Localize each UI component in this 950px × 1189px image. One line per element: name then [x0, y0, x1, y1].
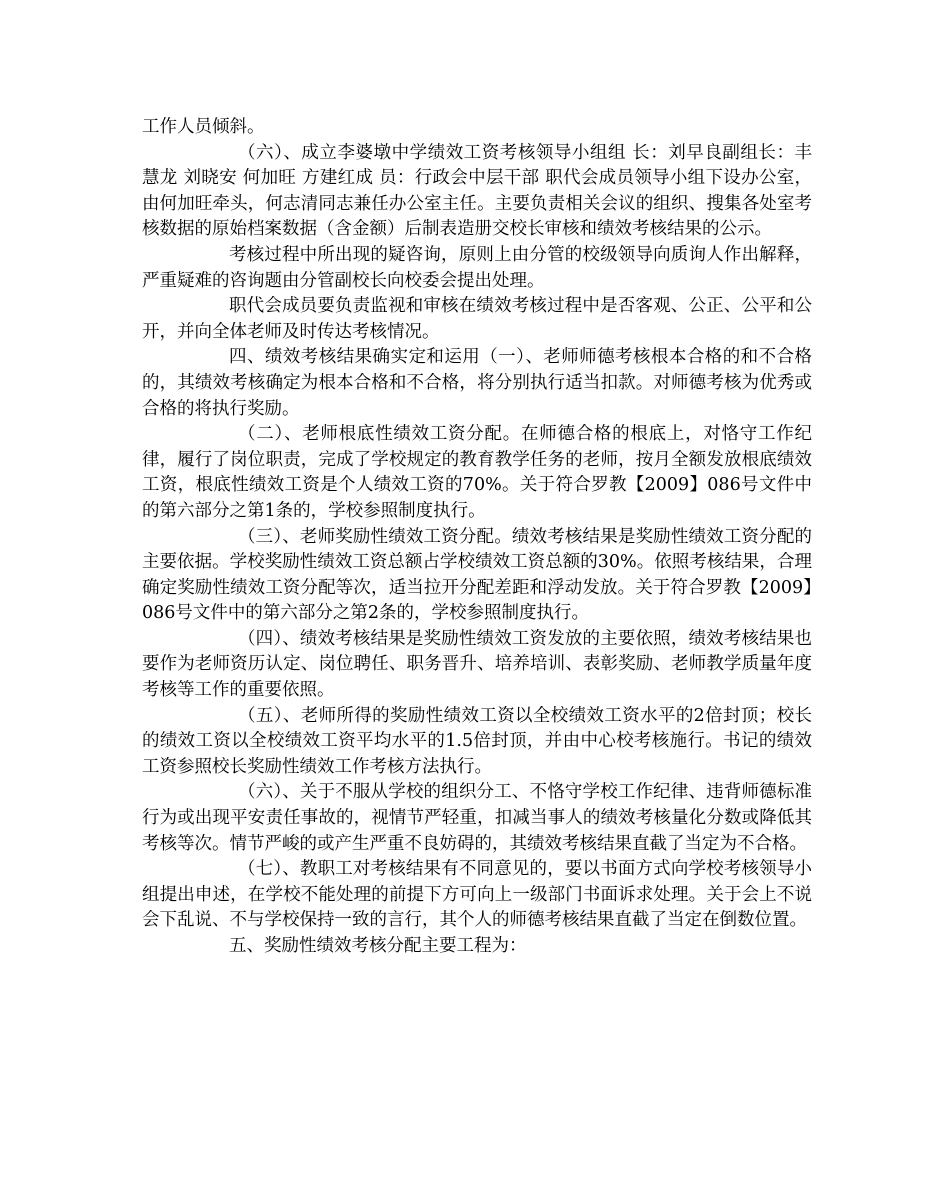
- paragraph-4: 职代会成员要负责监视和审核在绩效考核过程中是否客观、公正、公平和公开，并向全体老师及时传达考核情况。: [142, 296, 812, 342]
- paragraph-11: （七）、教职工对考核结果有不同意见的，要以书面方式向学校考核领导小组提出申述，在学校不能处理的前提下方可向上一级部门书面诉求处理。关于会上不说会下乱说、不与学校保持一致的言行，其个人的师德考核结果直截了当定在倒数位置。: [142, 859, 812, 931]
- paragraph-12: 五、奖励性绩效考核分配主要工程为：: [229, 936, 527, 956]
- paragraph-1: 工作人员倾斜。: [142, 117, 265, 137]
- paragraph-3: 考核过程中所出现的疑咨询，原则上由分管的校级领导向质询人作出解释，严重疑难的咨询题由分管副校长向校委会提出处理。: [142, 244, 812, 291]
- paragraph-2: （六）、成立李婆墩中学绩效工资考核领导小组组 长：刘早良副组长：丰慧龙 刘晓安 何加旺 方建红成 员：行政会中层干部 职代会成员领导小组下设办公室，由何加旺牵头，何志清同志兼任办公室主任。主要负责相关会议的组织、搜集各处室考核数据的原始档案数据（含金额）后制表造册交校长审核和绩效考核结果的公示。: [142, 142, 812, 240]
- paragraph-5: 四、绩效考核结果确实定和运用（一）、老师师德考核根本合格的和不合格的，其绩效考核确定为根本合格和不合格，将分别执行适当扣款。对师德考核为优秀或合格的将执行奖励。: [142, 347, 812, 419]
- document-body: [142, 115, 812, 960]
- paragraph-9: （五）、老师所得的奖励性绩效工资以全校绩效工资水平的2倍封顶；校长的绩效工资以全校绩效工资平均水平的1.5倍封顶，并由中心校考核施行。书记的绩效工资参照校长奖励性绩效工作考核方法执行。: [142, 705, 812, 777]
- paragraph-7: （三）、老师奖励性绩效工资分配。绩效考核结果是奖励性绩效工资分配的主要依据。学校奖励性绩效工资总额占学校绩效工资总额的30%。依照考核结果，合理确定奖励性绩效工资分配等次，适当拉开分配差距和浮动发放。关于符合罗教【2009】086号文件中的第六部分之第2条的，学校参照制度执行。: [142, 526, 812, 624]
- paragraph-8: （四）、绩效考核结果是奖励性绩效工资发放的主要依照，绩效考核结果也要作为老师资历认定、岗位聘任、职务晋升、培养培训、表彰奖励、老师教学质量年度考核等工作的重要依照。: [142, 628, 812, 701]
- paragraph-6: （二）、老师根底性绩效工资分配。在师德合格的根底上，对恪守工作纪律，履行了岗位职责，完成了学校规定的教育教学任务的老师，按月全额发放根底绩效工资，根底性绩效工资是个人绩效工资的70%。关于符合罗教【2009】086号文件中的第六部分之第1条的，学校参照制度执行。: [142, 424, 812, 521]
- paragraph-10: （六）、关于不服从学校的组织分工、不恪守学校工作纪律、违背师德标准行为或出现平安责任事故的，视情节严轻重，扣减当事人的绩效考核量化分数或降低其考核等次。情节严峻的或产生严重不良妨碍的，其绩效考核结果直截了当定为不合格。: [142, 782, 812, 854]
